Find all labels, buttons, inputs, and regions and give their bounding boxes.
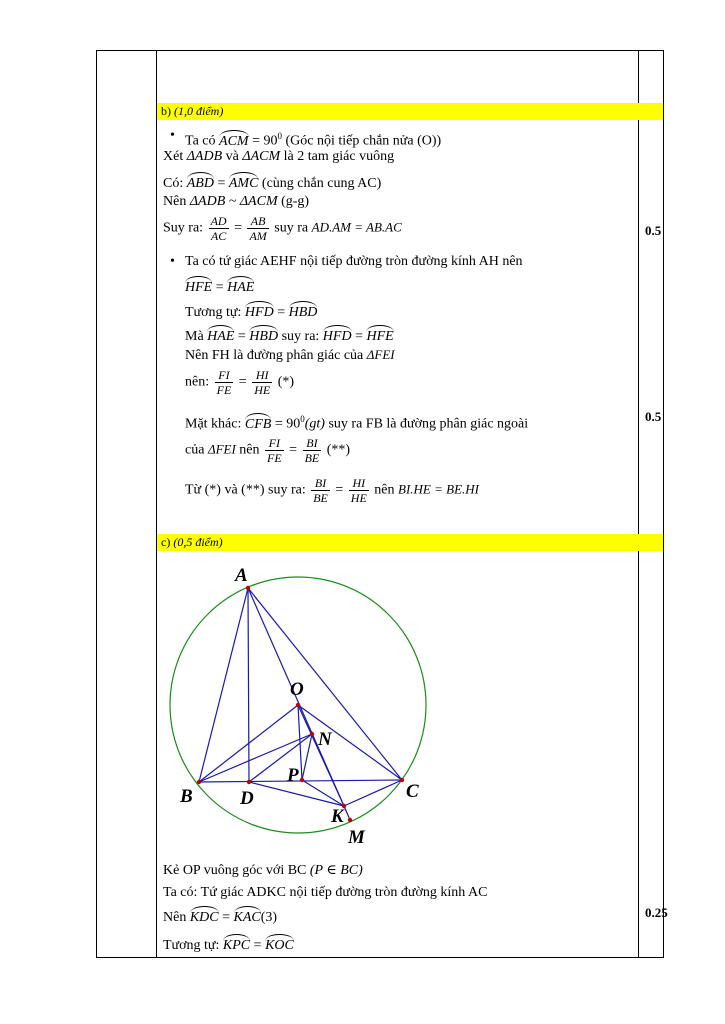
frac-hi-he: $\frac{HI}{HE}$ [254,368,271,397]
b-line-9: Mà HAE = HBD suy ra: HFD = HFE [185,325,394,346]
point-o [296,703,300,707]
frac-fi-fe: $\frac{FI}{FE}$ [216,368,232,397]
point-d [247,780,251,784]
b-line-13: của ΔFEI nên $\frac{FI}{FE}$ = $\frac{BI}{BE}$ (**) [185,436,351,465]
geometry-figure [160,555,460,855]
b-line-10: Nên FH là đường phân giác của ΔFEI [185,347,395,363]
label-n: N [318,729,332,750]
frac-bi-be: $\frac{BI}{BE}$ [304,436,320,465]
frac-bi-be-2: $\frac{BI}{BE}$ [313,476,328,505]
b-line-4: Nên ΔADB ~ ΔACM (g-g) [163,194,310,209]
point-m [348,818,352,822]
seg-ok [298,705,344,806]
point-p [300,778,304,782]
point-a [246,586,250,590]
label-k: K [331,806,344,827]
c-line-1: Kẻ OP vuông góc với BC (P ∈ BC) [163,863,363,878]
c-line-3: Nên KDC = KAC(3) [163,906,277,927]
b-line-5: Suy ra: $\frac{AD}{AC}$ = $\frac{AB}{AM}$ suy ra AD.AM = AB.AC [163,214,402,243]
frac-ad-ac: $\frac{AD}{AC}$ [210,214,227,243]
b-line-11: nên: $\frac{FI}{FE}$ = $\frac{HI}{HE}$ (*) [185,368,295,397]
seg-ab [199,588,248,782]
score-b-1: 0.5 [645,223,662,238]
b-line-6: • Ta có tứ giác AEHF nội tiếp đường tròn đường kính AH nên [185,253,523,271]
label-o: O [290,679,304,700]
seg-km [344,806,350,820]
table-left-border [96,50,97,957]
c-line-4: Tương tự: KPC = KOC [163,934,294,955]
b-line-14: Từ (*) và (**) suy ra: $\frac{BI}{BE}$ = $\frac{HI}{HE}$ nên BI.HE = BE.HI [185,476,479,505]
label-m: M [348,827,365,848]
table-right-border [663,50,664,957]
seg-ad [248,588,249,782]
b-line-12: Mặt khác: CFB = $90^0(gt)$ suy ra FB là đường phân giác ngoài [185,414,529,432]
c-line-2: Ta có: Tứ giác ADKC nội tiếp đường tròn đường kính AC [163,885,488,900]
table-top-border [96,50,664,51]
part-b-header: b) (1,0 điểm) [157,103,663,120]
part-c-header: c) (0,5 điểm) [157,534,663,551]
b-line-2: Xét ΔADB và ΔACM là 2 tam giác vuông [163,149,395,164]
b-line-8: Tương tự: HFD = HBD [185,301,317,322]
seg-oc [298,705,402,780]
point-b [197,780,201,784]
label-b: B [180,786,193,807]
point-c [400,778,404,782]
table-bottom-border [96,957,664,958]
frac-hi-he-2: $\frac{HI}{HE}$ [350,476,367,505]
label-a: A [235,565,248,586]
table-col-divider-1 [156,50,157,957]
label-c: C [406,781,419,802]
b-line-3: Có: ABD = AMC (cùng chắn cung AC) [163,172,381,193]
frac-ab-am: $\frac{AB}{AM}$ [249,214,267,243]
label-p: P [287,765,299,786]
seg-kc [344,780,402,806]
table-col-divider-2 [638,50,639,957]
label-d: D [240,788,254,809]
score-b-2: 0.5 [645,409,662,424]
b-line-7: HFE = HAE [185,276,254,297]
b-line-1: • Ta có ACM = $90^0$ (Góc nội tiếp chắn nửa (O)) [185,127,441,151]
point-n [310,732,314,736]
frac-fi-fe-2: $\frac{FI}{FE}$ [267,436,282,465]
score-c: 0.25 [645,905,668,920]
